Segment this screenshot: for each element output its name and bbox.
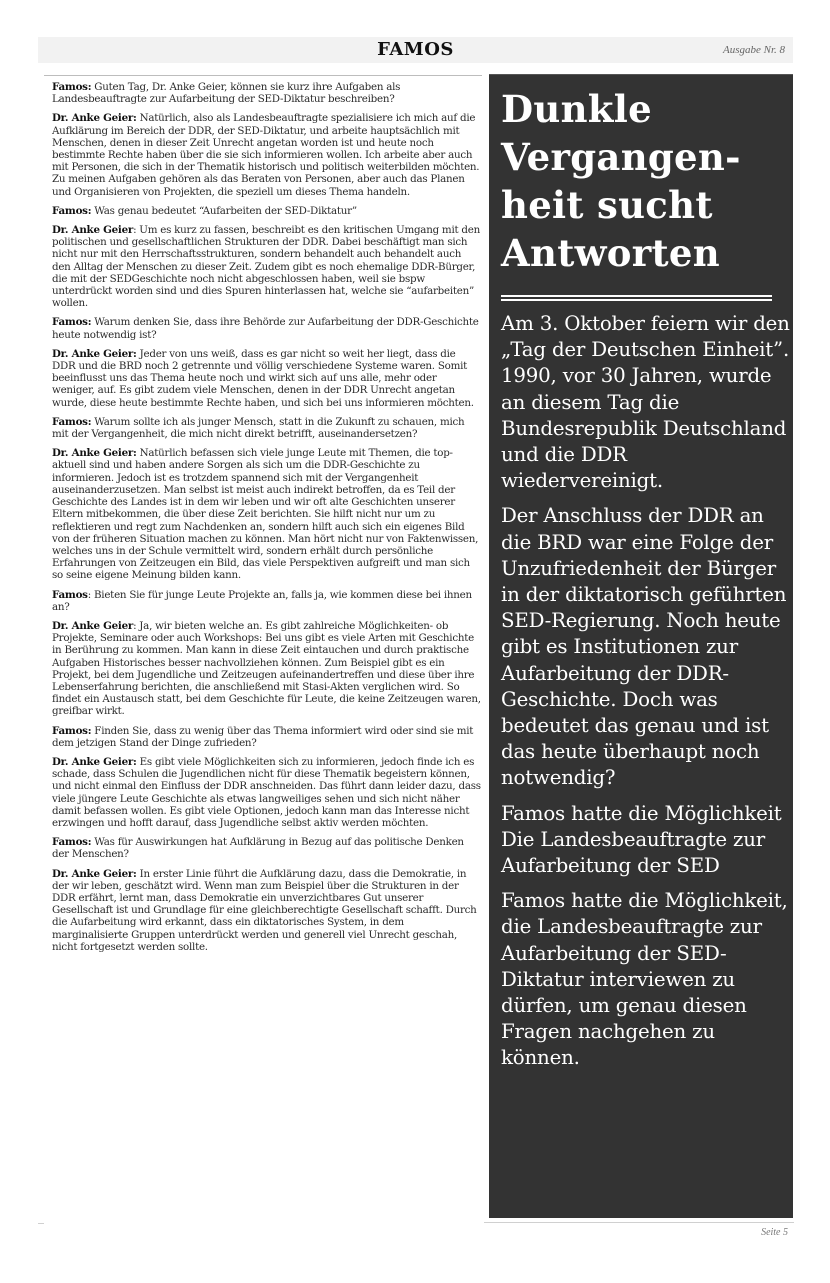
interview-paragraph: [52, 316, 482, 340]
interview-paragraph: [52, 81, 482, 105]
intro-paragraph: Famos hatte die Möglichkeit Die Landesbeauftragte zur Aufarbeitung der SED: [501, 801, 782, 878]
issue-number: Ausgabe Nr. 8: [722, 44, 785, 56]
interview-paragraph: [52, 224, 482, 309]
paragraph-text: Natürlich, also als Landesbeauftragte spezialisiere ich mich auf die Aufklärung im Bereich der DDR, der SED-Diktatur, und arbeite hauptsächlich mit Menschen, denen in dieser Zeit Unrecht angetan worden ist und heute noch bestimmte Rechte haben über die sie sich informieren wollen. Ich arbeite aber auch mit Personen, die sich in der Thematik historisch und politisch weiterbilden möchten. Zu meinen Aufgaben gehören als das Beraten von Personen, aber auch das Planen und Organisieren von Projekten, die speziell um dieses Thema handeln.: [52, 112, 480, 198]
footer-divider: [484, 1222, 794, 1223]
interview-paragraph: [52, 205, 482, 217]
speaker-label: Dr. Anke Geier:: [52, 347, 137, 360]
speaker-label: Famos:: [52, 724, 92, 737]
interview-paragraph: [52, 348, 482, 409]
speaker-label: Dr. Anke Geier:: [52, 867, 137, 880]
speaker-label: Famos:: [52, 415, 92, 428]
headline: Dunkle Vergangen- heit sucht Antworten: [501, 87, 741, 275]
interview-column: [44, 75, 482, 960]
paragraph-text: In erster Linie führt die Aufklärung dazu, dass die Demokratie, in der wir leben, geschätzt wird. Wenn man zum Beispiel über die Strukturen in der DDR erfährt, lernt man, dass Demokratie ein unverzichtbares Gut unserer Gesellschaft ist und Grundlage für eine gleichberechtigte Gesellschaft schafft. Durch die Aufarbeitung wird erkannt, dass ein diktatorisches System, in dem marginalisierte Gruppen unterdrückt werden und generell viel Unrecht geschah, nicht fortgesetzt werden sollte.: [52, 867, 477, 953]
speaker-label: Dr. Anke Geier: [52, 224, 134, 237]
intro-paragraph: Am 3. Oktober feiern wir den „Tag der Deutschen Einheit”. 1990, vor 30 Jahren, wurde an diesem Tag die Bundesrepublik Deutschland und die DDR wiedervereinigt.: [501, 312, 790, 493]
speaker-label: Dr. Anke Geier: [52, 619, 134, 632]
intro-text: [501, 311, 791, 1081]
speaker-label: Famos: [52, 588, 88, 601]
page-header: [38, 37, 793, 63]
speaker-label: Dr. Anke Geier:: [52, 112, 137, 125]
speaker-label: Famos:: [52, 81, 92, 93]
paragraph-text: Jeder von uns weiß, dass es gar nicht so weit her liegt, dass die DDR und die BRD noch 2 getrennte und völlig verschiedene Systeme waren. Somit beeinflusst uns das Thema heute noch und wirkt sich auf uns alle, mehr oder weniger, auf. Es gibt zudem viele Menschen, denen in der DDR Unrecht angetan wurde, diese heute bestimmte Rechte haben, und sich bei uns informieren möchten.: [52, 347, 474, 409]
speaker-label: Famos:: [52, 836, 92, 849]
speaker-label: Famos:: [52, 204, 92, 217]
paragraph-text: : Bieten Sie für junge Leute Projekte an, falls ja, wie kommen diese bei ihnen an?: [52, 588, 472, 613]
paragraph-text: Finden Sie, dass zu wenig über das Thema informiert wird oder sind sie mit dem jetzigen Stand der Dinge zufrieden?: [52, 724, 474, 749]
interview-paragraph: [52, 620, 482, 718]
interview-paragraph: [52, 756, 482, 829]
speaker-label: Dr. Anke Geier:: [52, 755, 137, 768]
speaker-label: Famos:: [52, 316, 92, 329]
paragraph-text: Was genau bedeutet “Aufarbeiten der SED-Diktatur”: [91, 204, 357, 217]
paragraph-text: Natürlich befassen sich viele junge Leute mit Themen, die top-aktuell sind und haben andere Sorgen als sich um die DDR-Geschichte zu informieren. Jedoch ist es trotzdem spannend sich mit der Vergangenheit auseinanderzusetzen. Man selbst ist meist auch indirekt betroffen, da es Teil der Geschichte des Landes ist in dem wir leben und wir oft alte Geschichten unserer Eltern mitbekommen, die über diese Zeit berichten. Sie hilft nicht nur um zu reflektieren und regt zum Nachdenken an, sondern hilft auch sich ein eigenes Bild von der früheren Situation machen zu können. Man hört nicht nur von Faktenwissen, welches uns in der Schule vermittelt wird, sondern erhält durch persönliche Erfahrungen von Zeitzeugen ein Bild, das viele Perspektiven aufgreift und man sich so seine eigene Meinung bilden kann.: [52, 447, 479, 582]
interview-paragraph: [52, 589, 482, 613]
paragraph-text: Es gibt viele Möglichkeiten sich zu informieren, jedoch finde ich es schade, dass Schulen die Jugendlichen nicht für diese Thematik begeistern können, und nicht einmal den Einfluss der DDR anschneiden. Das führt dann leider dazu, dass viele jüngere Leute Geschichte als etwas langweiliges sehen und sich nicht näher damit befassen wollen. Es gibt viele Optionen, jedoch kann man das Interesse nicht erzwingen und hofft darauf, dass Jugendliche selbst aktiv werden möchten.: [52, 755, 481, 829]
sidebar-box: [489, 74, 793, 1218]
interview-paragraph: [52, 725, 482, 749]
paragraph-text: Was für Auswirkungen hat Aufklärung in Bezug auf das politische Denken der Menschen?: [52, 836, 464, 861]
paragraph-text: : Um es kurz zu fassen, beschreibt es den kritischen Umgang mit den politischen und gesellschaftlichen Strukturen der DDR. Dabei beschäftigt man sich nicht nur mit den Herrschaftsstrukturen, sondern behandelt auch behandelt auch den Alltag der Menschen zu dieser Zeit. Zudem gibt es noch ehemalige DDR-Bürger, die mit der SEDGeschichte noch nicht abgeschlossen haben, weil sie bspw unterdrückt worden sind und dies Spuren hinterlassen hat, welche sie “aufarbeiten” wollen.: [52, 224, 480, 310]
intro-paragraph: Famos hatte die Möglichkeit, die Landesbeauftragte zur Aufarbeitung der SED-Diktatur interviewen zu dürfen, um genau diesen Fragen nachgehen zu können.: [501, 889, 788, 1070]
paragraph-text: Warum denken Sie, dass ihre Behörde zur Aufarbeitung der DDR-Geschichte heute notwendig ist?: [52, 316, 479, 341]
intro-paragraph: Der Anschluss der DDR an die BRD war eine Folge der Unzufriedenheit der Bürger in der diktatorisch geführten SED-Regierung. Noch heute gibt es Institutionen zur Aufarbeitung der DDR-Geschichte. Doch was bedeutet das genau und ist das heute überhaupt noch notwendig?: [501, 504, 787, 790]
interview-paragraph: [52, 447, 482, 581]
footer-divider-left: [38, 1223, 44, 1224]
paragraph-text: : Ja, wir bieten welche an. Es gibt zahlreiche Möglichkeiten- ob Projekte, Seminare oder auch Workshops: Bei uns gibt es viele Arten mit Geschichte in Berührung zu kommen. Man kann in diese Zeit eintauchen und durch praktische Aufgaben Historisches besser nachvollziehen können. Zum Beispiel gibt es ein Projekt, bei dem Jugendliche und Zeitzeugen aufeinandertreffen und diese über ihre Lebenserfahrung berichten, die anschließend mit Stasi-Akten verglichen wird. So findet ein Austausch statt, bei dem Geschichte für Leute, die keine Zeitzeugen waren, greifbar wirkt.: [52, 619, 481, 718]
speaker-label: Dr. Anke Geier:: [52, 447, 137, 460]
interview-paragraph: [52, 112, 482, 197]
paragraph-text: Guten Tag, Dr. Anke Geier, können sie kurz ihre Aufgaben als Landesbeauftragte zur Aufarbeitung der SED-Diktatur beschreiben?: [52, 81, 401, 106]
double-rule-divider: [501, 295, 772, 301]
interview-paragraph: [52, 868, 482, 953]
magazine-title: FAMOS: [377, 39, 454, 60]
interview-paragraph: [52, 416, 482, 440]
page-number: Seite 5: [761, 1227, 788, 1238]
paragraph-text: Warum sollte ich als junger Mensch, statt in die Zukunft zu schauen, mich mit der Vergangenheit, die mich nicht direkt betrifft, auseinandersetzen?: [52, 415, 465, 441]
interview-paragraph: [52, 836, 482, 860]
